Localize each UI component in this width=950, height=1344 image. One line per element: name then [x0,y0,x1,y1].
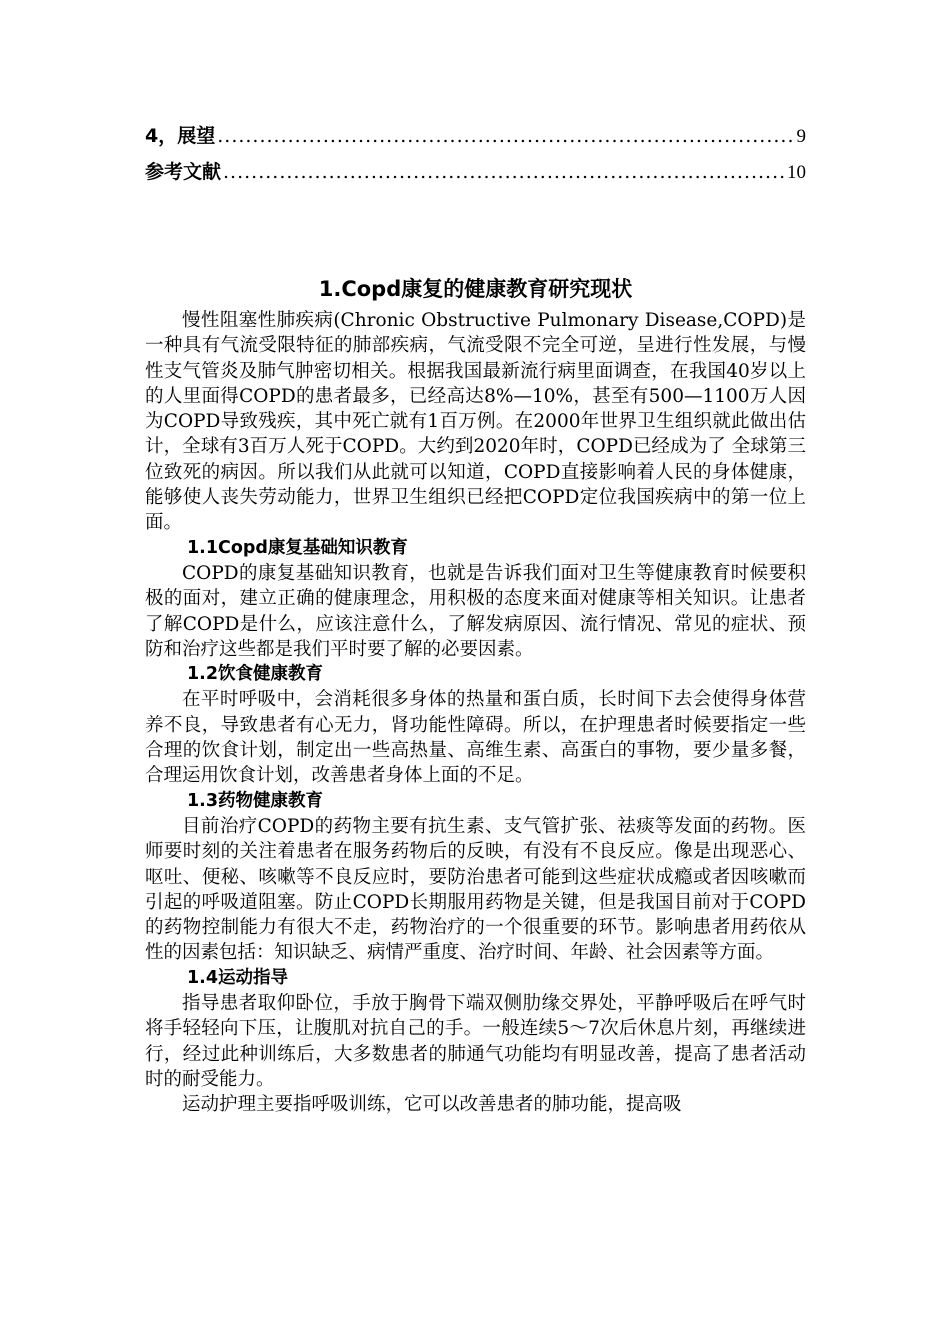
intro-paragraph: 慢性阻塞性肺疾病(Chronic Obstructive Pulmonary Disease,COPD)是一种具有气流受限特征的肺部疾病，气流受限不完全可逆，呈进行性发展，与慢性支气管炎及肺气肿密切相关。根据我国最新流行病里面调查，在我国40岁以上的人里面得COPD的患者最多，已经高达8%—10%，甚至有500—1100万人因为COPD导致残疾，其中死亡就有1百万例。在2000年世界卫生组织就此做出估计，全球有3百万人死于COPD。大约到2020年时，COPD已经成为了 全球第三位致死的病因。所以我们从此就可以知道，COPD直接影响着人民的身体健康，能够使人丧失劳动能力，世界卫生组织已经把COPD定位我国疾病中的第一位上面。 [145,310,806,534]
section-paragraph: 运动护理主要指呼吸训练，它可以改善患者的肺功能，提高吸 [182,1094,682,1116]
toc-entry-page: 9 [796,126,806,147]
chapter-body [145,308,806,1118]
toc-entry-page: 10 [787,162,806,183]
toc-entry[interactable] [145,154,806,190]
section-paragraph: 在平时呼吸中，会消耗很多身体的热量和蛋白质，长时间下去会使得身体营养不良，导致患者有心无力，肾功能性障碍。所以，在护理患者时候要指定一些合理的饮食计划，制定出一些高热量、高维生素、高蛋白的事物，要少量多餐，合理运用饮食计划，改善患者身体上面的不足。 [145,689,806,787]
section-heading: 1.4运动指导 [187,967,289,988]
document-page [145,118,806,1118]
section-heading: 1.1Copd康复基础知识教育 [187,537,408,558]
chapter-heading: 1.Copd康复的健康教育研究现状 [318,277,633,301]
section-heading: 1.2饮食健康教育 [187,664,324,685]
section-paragraph: COPD的康复基础知识教育，也就是告诉我们面对卫生等健康教育时候要积极的面对，建立正确的健康理念，用积极的态度来面对健康等相关知识。让患者了解COPD是什么，应该注意什么，了解发病原因、流行情况、常见的症状、预防和治疗这些都是我们平时要了解的必要因素。 [145,562,806,660]
section-paragraph: 指导患者取仰卧位，手放于胸骨下端双侧肋缘交界处，平静呼吸后在呼气时将手轻轻向下压，让腹肌对抗自己的手。一般连续5～7次后休息片刻，再继续进行，经过此种训练后，大多数患者的肺通气功能均有明显改善，提高了患者活动时的耐受能力。 [145,993,806,1090]
section-heading: 1.3药物健康教育 [187,790,324,811]
table-of-contents [145,118,806,190]
toc-entry[interactable] [145,118,806,154]
toc-leader-dots [217,118,794,154]
toc-leader-dots [223,154,785,190]
toc-entry-title: 参考文献 [145,161,222,183]
toc-entry-title: 4，展望 [145,125,216,147]
section-paragraph: 目前治疗COPD的药物主要有抗生素、支气管扩张、祛痰等发面的药物。医师要时刻的关注着患者在服务药物后的反映，有没有不良反应。像是出现恶心、呕吐、便秘、咳嗽等不良反应时，要防治患者可能到这些症状成瘾或者因咳嗽而引起的呼吸道阻塞。防止COPD长期服用药物是关键，但是我国目前对于COPD的药物控制能力有很大不走，药物治疗的一个很重要的环节。影响患者用药依从性的因素包括：知识缺乏、病情严重度、治疗时间、年龄、社会因素等方面。 [145,815,806,964]
